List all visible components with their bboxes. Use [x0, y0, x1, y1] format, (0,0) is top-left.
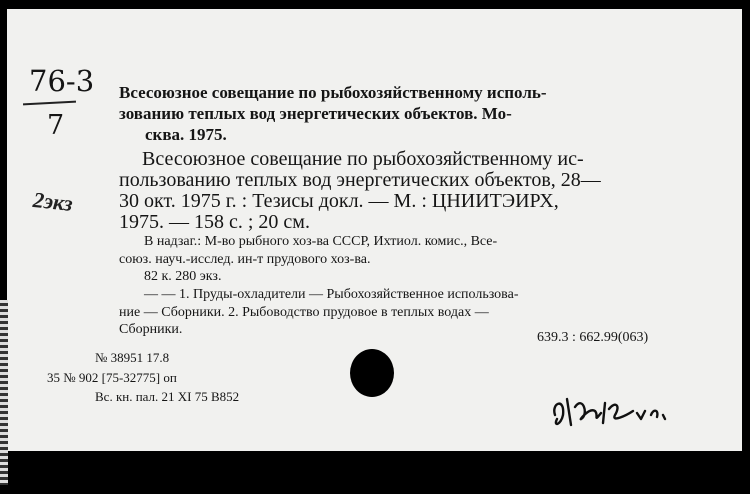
handwritten-copies-note: 2экз	[31, 187, 74, 217]
shelfmark-top: 76-3	[29, 64, 95, 98]
title-line-2: зованию теплых вод энергетических объектов. Мо-	[119, 104, 512, 123]
ink-blot	[350, 349, 394, 397]
body-line-2: пользованию теплых вод энергетических объектов, 28—	[119, 169, 601, 191]
note-line-1: В надзаг.: М-во рыбного хоз-ва СССР, Ихтиол. комис., Все-	[144, 234, 498, 249]
classification-code: 639.3 : 662.99(063)	[537, 330, 649, 345]
price-circulation: 82 к. 280 экз.	[144, 269, 222, 284]
title-line-1: Всесоюзное совещание по рыбохозяйственному исполь-	[119, 83, 547, 102]
body-line-1: Всесоюзное совещание по рыбохозяйственному ис-	[142, 148, 584, 170]
registry-line-1: № 38951 17.8	[95, 350, 170, 365]
signature-scrawl	[549, 385, 699, 435]
registry-line-2: 35 № 902 [75-32775] оп	[47, 370, 177, 385]
title-line-3: сква. 1975.	[145, 125, 227, 144]
subject-line-2: ние — Сборники. 2. Рыбоводство прудовое в теплых водах —	[119, 305, 489, 320]
subject-line-1: — — 1. Пруды-охладители — Рыбохозяйственное использова-	[144, 287, 519, 302]
subject-line-3: Сборники.	[119, 322, 183, 337]
scan-edge-strip	[0, 300, 8, 485]
registry-line-3: Вс. кн. пал. 21 XI 75 В852	[95, 389, 240, 404]
shelfmark-divider	[23, 101, 76, 106]
shelfmark-bottom: 7	[47, 110, 65, 141]
catalog-card	[7, 9, 742, 451]
body-line-4: 1975. — 158 с. ; 20 см.	[119, 211, 310, 233]
note-line-2: союз. науч.-исслед. ин-т прудового хоз-ва.	[119, 252, 371, 267]
body-line-3: 30 окт. 1975 г. : Тезисы докл. — М. : ЦНИИТЭИРХ,	[119, 190, 559, 212]
